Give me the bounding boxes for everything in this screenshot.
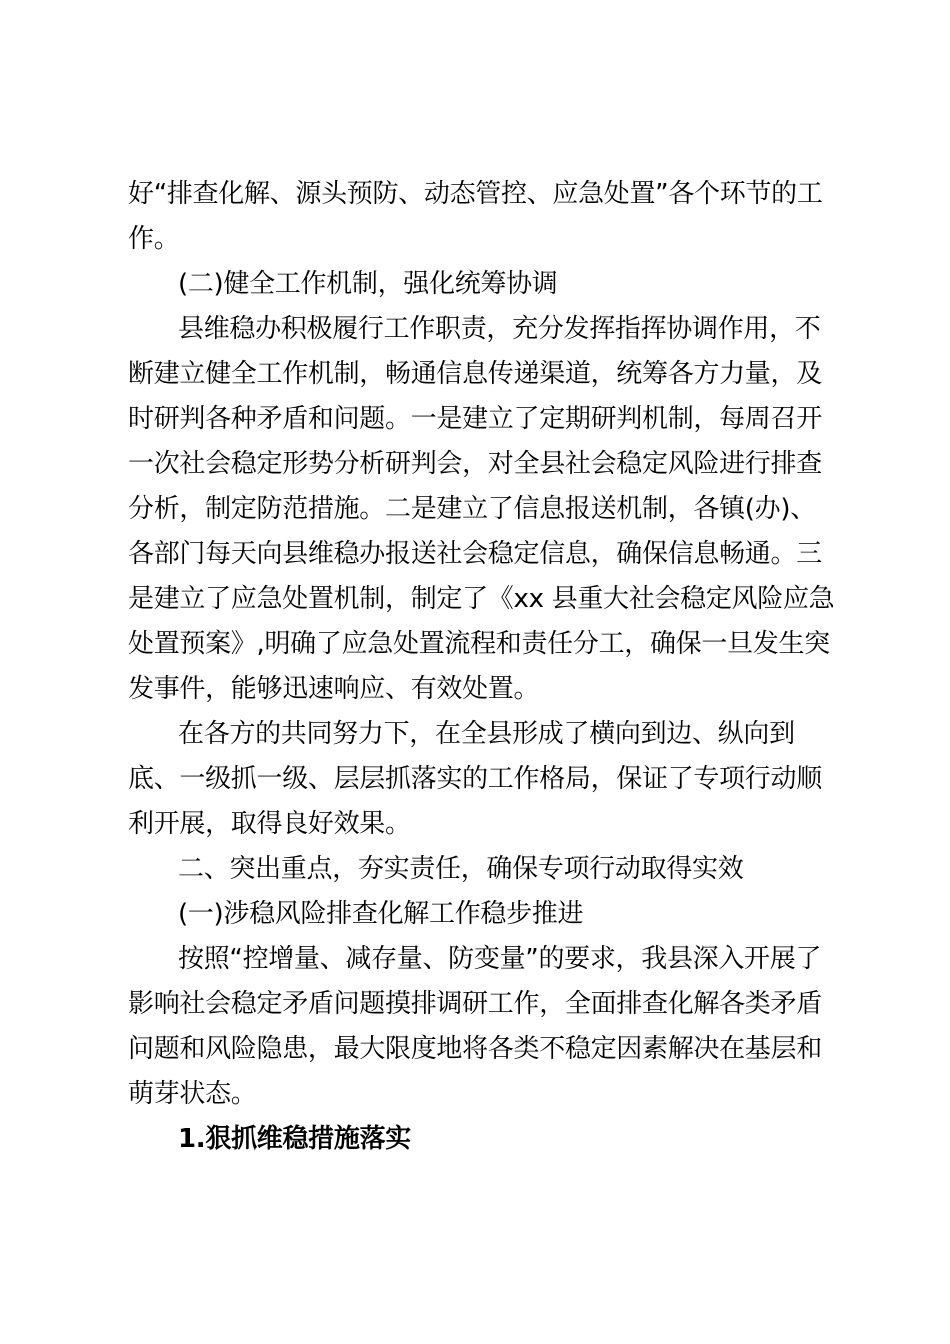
text-line: 萌芽状态。 (128, 1079, 257, 1109)
text-line: 影响社会稳定矛盾问题摸排调研工作，全面排查化解各类矛盾 (128, 989, 822, 1019)
text-line: 好“排查化解、源头预防、动态管控、应急处置”各个环节的工 (128, 179, 823, 209)
section-heading: 二、突出重点，夯实责任，确保专项行动取得实效 (178, 854, 744, 884)
text-line: 利开展，取得良好效果。 (128, 809, 411, 839)
text-line: 各部门每天向县维稳办报送社会稳定信息，确保信息畅通。三 (128, 539, 822, 569)
text-line: 底、一级抓一级、层层抓落实的工作格局，保证了专项行动顺 (128, 764, 822, 794)
subsection-heading: (一)涉稳风险排查化解工作稳步推进 (178, 899, 584, 929)
text-line: 是建立了应急处置机制，制定了《xx 县重大社会稳定风险应急 (128, 584, 835, 614)
text-line: 处置预案》,明确了应急处置流程和责任分工，确保一旦发生突 (128, 629, 830, 659)
text-line: 时研判各种矛盾和问题。一是建立了定期研判机制，每周召开 (128, 404, 822, 434)
document-body (128, 172, 835, 1162)
text-line: 按照“控增量、减存量、防变量”的要求，我县深入开展了 (178, 944, 822, 974)
section-heading: (二)健全工作机制，强化统筹协调 (178, 269, 558, 299)
text-line: 作。 (128, 224, 180, 254)
text-line: 断建立健全工作机制，畅通信息传递渠道，统筹各方力量，及 (128, 359, 822, 389)
text-line: 发事件，能够迅速响应、有效处置。 (128, 674, 540, 704)
text-line: 县维稳办积极履行工作职责，充分发挥指挥协调作用，不 (178, 314, 821, 344)
text-line: 分析，制定防范措施。二是建立了信息报送机制，各镇(办)、 (128, 494, 816, 524)
text-line: 在各方的共同努力下，在全县形成了横向到边、纵向到 (178, 719, 795, 749)
bold-subheading: 1.狠抓维稳措施落实 (178, 1124, 411, 1154)
text-line: 一次社会稳定形势分析研判会，对全县社会稳定风险进行排查 (128, 449, 822, 479)
text-line: 问题和风险隐患，最大限度地将各类不稳定因素解决在基层和 (128, 1034, 822, 1064)
